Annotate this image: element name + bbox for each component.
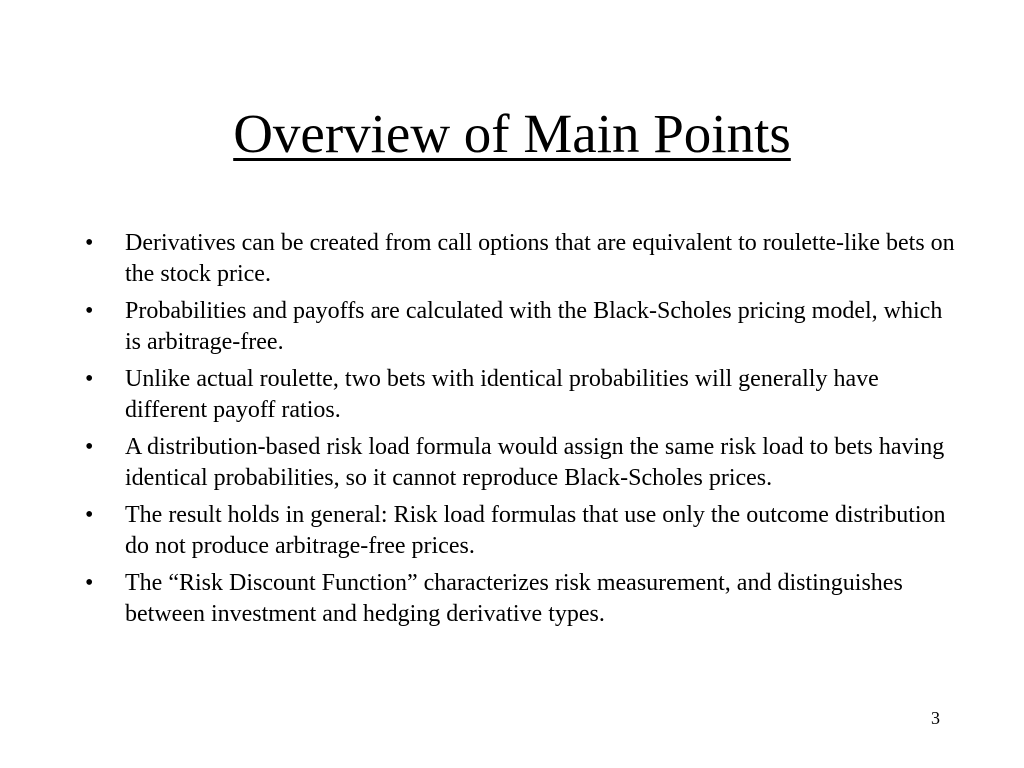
bullet-text-4: A distribution-based risk load formula would assign the same risk load to bets having identical probabilities, so it cannot reproduce Black-Scholes prices. [125, 434, 945, 491]
page-number: 3 [931, 708, 940, 728]
bullet-item-3 [80, 364, 960, 426]
bullet-icon: • [85, 298, 94, 324]
bullet-item-5 [80, 500, 960, 562]
bullet-list [80, 228, 960, 636]
slide-title: Overview of Main Points [233, 103, 791, 164]
bullet-text-3: Unlike actual roulette, two bets with identical probabilities will generally have different payoff ratios. [125, 366, 879, 423]
bullet-item-2 [80, 296, 960, 358]
bullet-text-1: Derivatives can be created from call options that are equivalent to roulette-like bets on the stock price. [125, 230, 955, 287]
bullet-icon: • [85, 502, 94, 528]
bullet-text-5: The result holds in general: Risk load formulas that use only the outcome distribution do not produce arbitrage-free prices. [125, 502, 946, 559]
bullet-item-6 [80, 568, 960, 630]
bullet-text-6: The “Risk Discount Function” characterizes risk measurement, and distinguishes between investment and hedging derivative types. [125, 570, 903, 627]
bullet-text-2: Probabilities and payoffs are calculated with the Black-Scholes pricing model, which is arbitrage-free. [125, 298, 943, 355]
bullet-icon: • [85, 366, 94, 392]
bullet-icon: • [85, 230, 94, 256]
bullet-icon: • [85, 434, 94, 460]
bullet-item-1 [80, 228, 960, 290]
bullet-icon: • [85, 570, 94, 596]
bullet-item-4 [80, 432, 960, 494]
